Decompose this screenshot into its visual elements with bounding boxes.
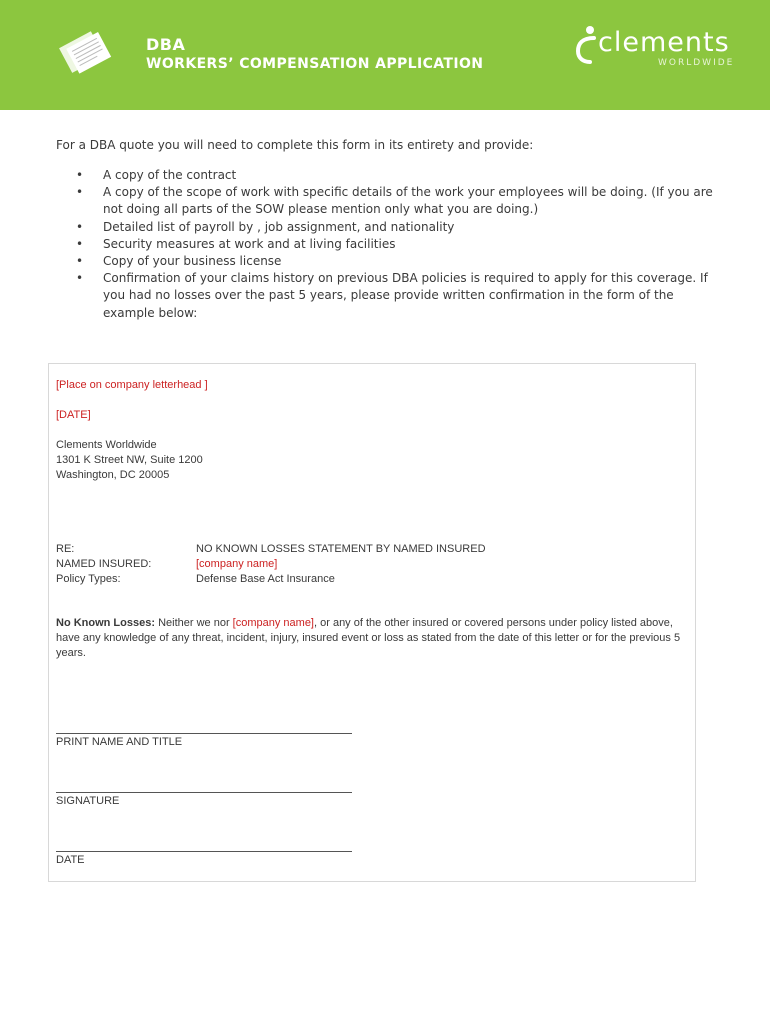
date-line — [56, 851, 352, 852]
no-known-losses-paragraph: No Known Losses: Neither we nor [company name], or any of the other insured or covered persons under policy listed above, have any knowledge of any threat, incident, injury, insured event or loss as stated from the date of this letter or for the previous 5 years. — [56, 617, 681, 659]
logo-tagline: WORLDWIDE — [658, 58, 735, 68]
named-insured-label: NAMED INSURED: — [56, 558, 152, 570]
re-label: RE: — [56, 543, 75, 555]
policy-types-value: Defense Base Act Insurance — [196, 573, 335, 585]
signature-label: SIGNATURE — [56, 795, 120, 807]
re-value: NO KNOWN LOSSES STATEMENT BY NAMED INSURED — [196, 543, 486, 555]
clements-logo-icon — [576, 24, 600, 64]
address-line-2: 1301 K Street NW, Suite 1200 — [56, 454, 203, 466]
date-label: DATE — [56, 854, 85, 866]
date-placeholder: [DATE] — [56, 409, 91, 421]
print-name-label: PRINT NAME AND TITLE — [56, 736, 183, 748]
documents-icon — [50, 26, 122, 78]
logo-wordmark: clements — [598, 27, 730, 58]
address-line-1: Clements Worldwide — [56, 439, 157, 451]
page-subtitle: WORKERS’ COMPENSATION APPLICATION — [146, 56, 484, 72]
named-insured-value: [company name] — [196, 558, 278, 570]
page-title: DBA — [146, 35, 186, 54]
policy-types-label: Policy Types: — [56, 573, 121, 585]
letterhead-placeholder: [Place on company letterhead ] — [56, 379, 208, 391]
address-line-3: Washington, DC 20005 — [56, 469, 170, 481]
header-banner — [0, 0, 770, 110]
list-item: • Copy of your business license — [76, 254, 282, 269]
no-known-losses-label: No Known Losses: — [56, 617, 156, 629]
intro-text: For a DBA quote you will need to complete this form in its entirety and provide: — [56, 138, 534, 152]
requirements-list — [76, 167, 726, 322]
list-item: • A copy of the scope of work with specific details of the work your employees will be doing. (If you are not doing all parts of the SOW please mention only what you are doing.) — [76, 185, 713, 217]
list-item: • A copy of the contract — [76, 168, 237, 182]
list-item: • Detailed list of payroll by , job assignment, and nationality — [76, 219, 455, 234]
list-item: • Security measures at work and at living facilities — [76, 236, 396, 251]
list-item: • Confirmation of your claims history on previous DBA policies is required to apply for this coverage. If you had no losses over the past 5 years, please provide written confirmation in the form of the example below: — [76, 271, 708, 320]
signature-line — [56, 792, 352, 793]
print-name-line — [56, 733, 352, 734]
company-name-placeholder: [company name] — [232, 617, 314, 629]
